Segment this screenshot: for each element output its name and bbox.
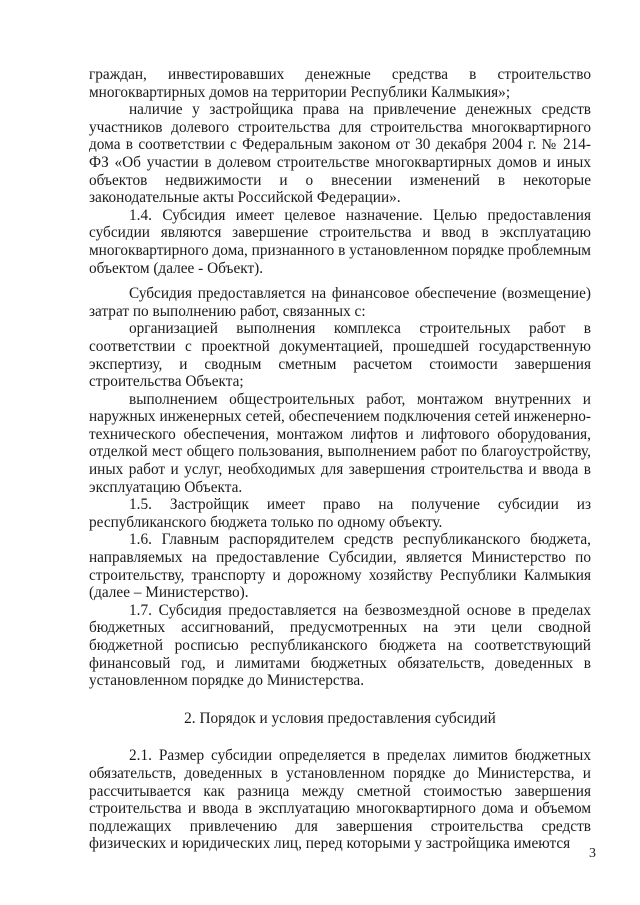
paragraph: 1.7. Субсидия предоставляется на безвозмездной основе в пределах бюджетных ассигнований, предусмотренных на эти цели сводной бюджетной росписью республиканского бюджета на соответствующий финансовый год, и лимитами бюджетных обязательств, доведенных в установленном порядке до Министерства.: [89, 601, 591, 690]
paragraph: 1.5. Застройщик имеет право на получение субсидии из республиканского бюджета только по одному объекту.: [89, 496, 591, 531]
paragraph: Субсидия предоставляется на финансовое обеспечение (возмещение) затрат по выполнению работ, связанных с:: [89, 285, 591, 320]
paragraph: граждан, инвестировавших денежные средства в строительство многоквартирных домов на территории Республики Калмыкия»;: [89, 66, 591, 101]
paragraph: 1.6. Главным распорядителем средств республиканского бюджета, направляемых на предоставление Субсидии, является Министерство по строительству, транспорту и дорожному хозяйству Республики Калмыкия (далее – Министерство).: [89, 531, 591, 602]
paragraph: выполнением общестроительных работ, монтажом внутренних и наружных инженерных сетей, обеспечением подключения сетей инженерно-технического обеспечения, монтажом лифтов и лифтового оборудования, отделкой мест общего пользования, выполнением работ по благоустройству, иных работ и услуг, необходимых для завершения строительства и ввода в эксплуатацию Объекта.: [89, 390, 591, 496]
section-heading: 2. Порядок и условия предоставления субсидий: [184, 709, 496, 727]
document-body: [89, 66, 591, 853]
paragraph: наличие у застройщика права на привлечение денежных средств участников долевого строительства для строительства многоквартирного дома в соответствии с Федеральным законом от 30 декабря 2004 г. № 214-ФЗ «Об участии в долевом строительстве многоквартирных домов и иных объектов недвижимости и о внесении изменений в некоторые законодательные акты Российской Федерации».: [89, 101, 591, 207]
paragraph: 2.1. Размер субсидии определяется в пределах лимитов бюджетных обязательств, доведенных в установленном порядке до Министерства, и рассчитывается как разница между сметной стоимостью завершения строительства и ввода в эксплуатацию многоквартирного дома и объемом подлежащих привлечению для завершения строительства средств физических и юридических лиц, перед которыми у застройщика имеются: [89, 747, 591, 853]
paragraph: 1.4. Субсидия имеет целевое назначение. Целью предоставления субсидии являются завершение строительства и ввод в эксплуатацию многоквартирного дома, признанного в установленном порядке проблемным объектом (далее - Объект).: [89, 206, 591, 277]
paragraph: организацией выполнения комплекса строительных работ в соответствии с проектной документацией, прошедшей государственную экспертизу, и сводным сметным расчетом стоимости завершения строительства Объекта;: [89, 320, 591, 391]
page-number: 3: [589, 846, 596, 861]
